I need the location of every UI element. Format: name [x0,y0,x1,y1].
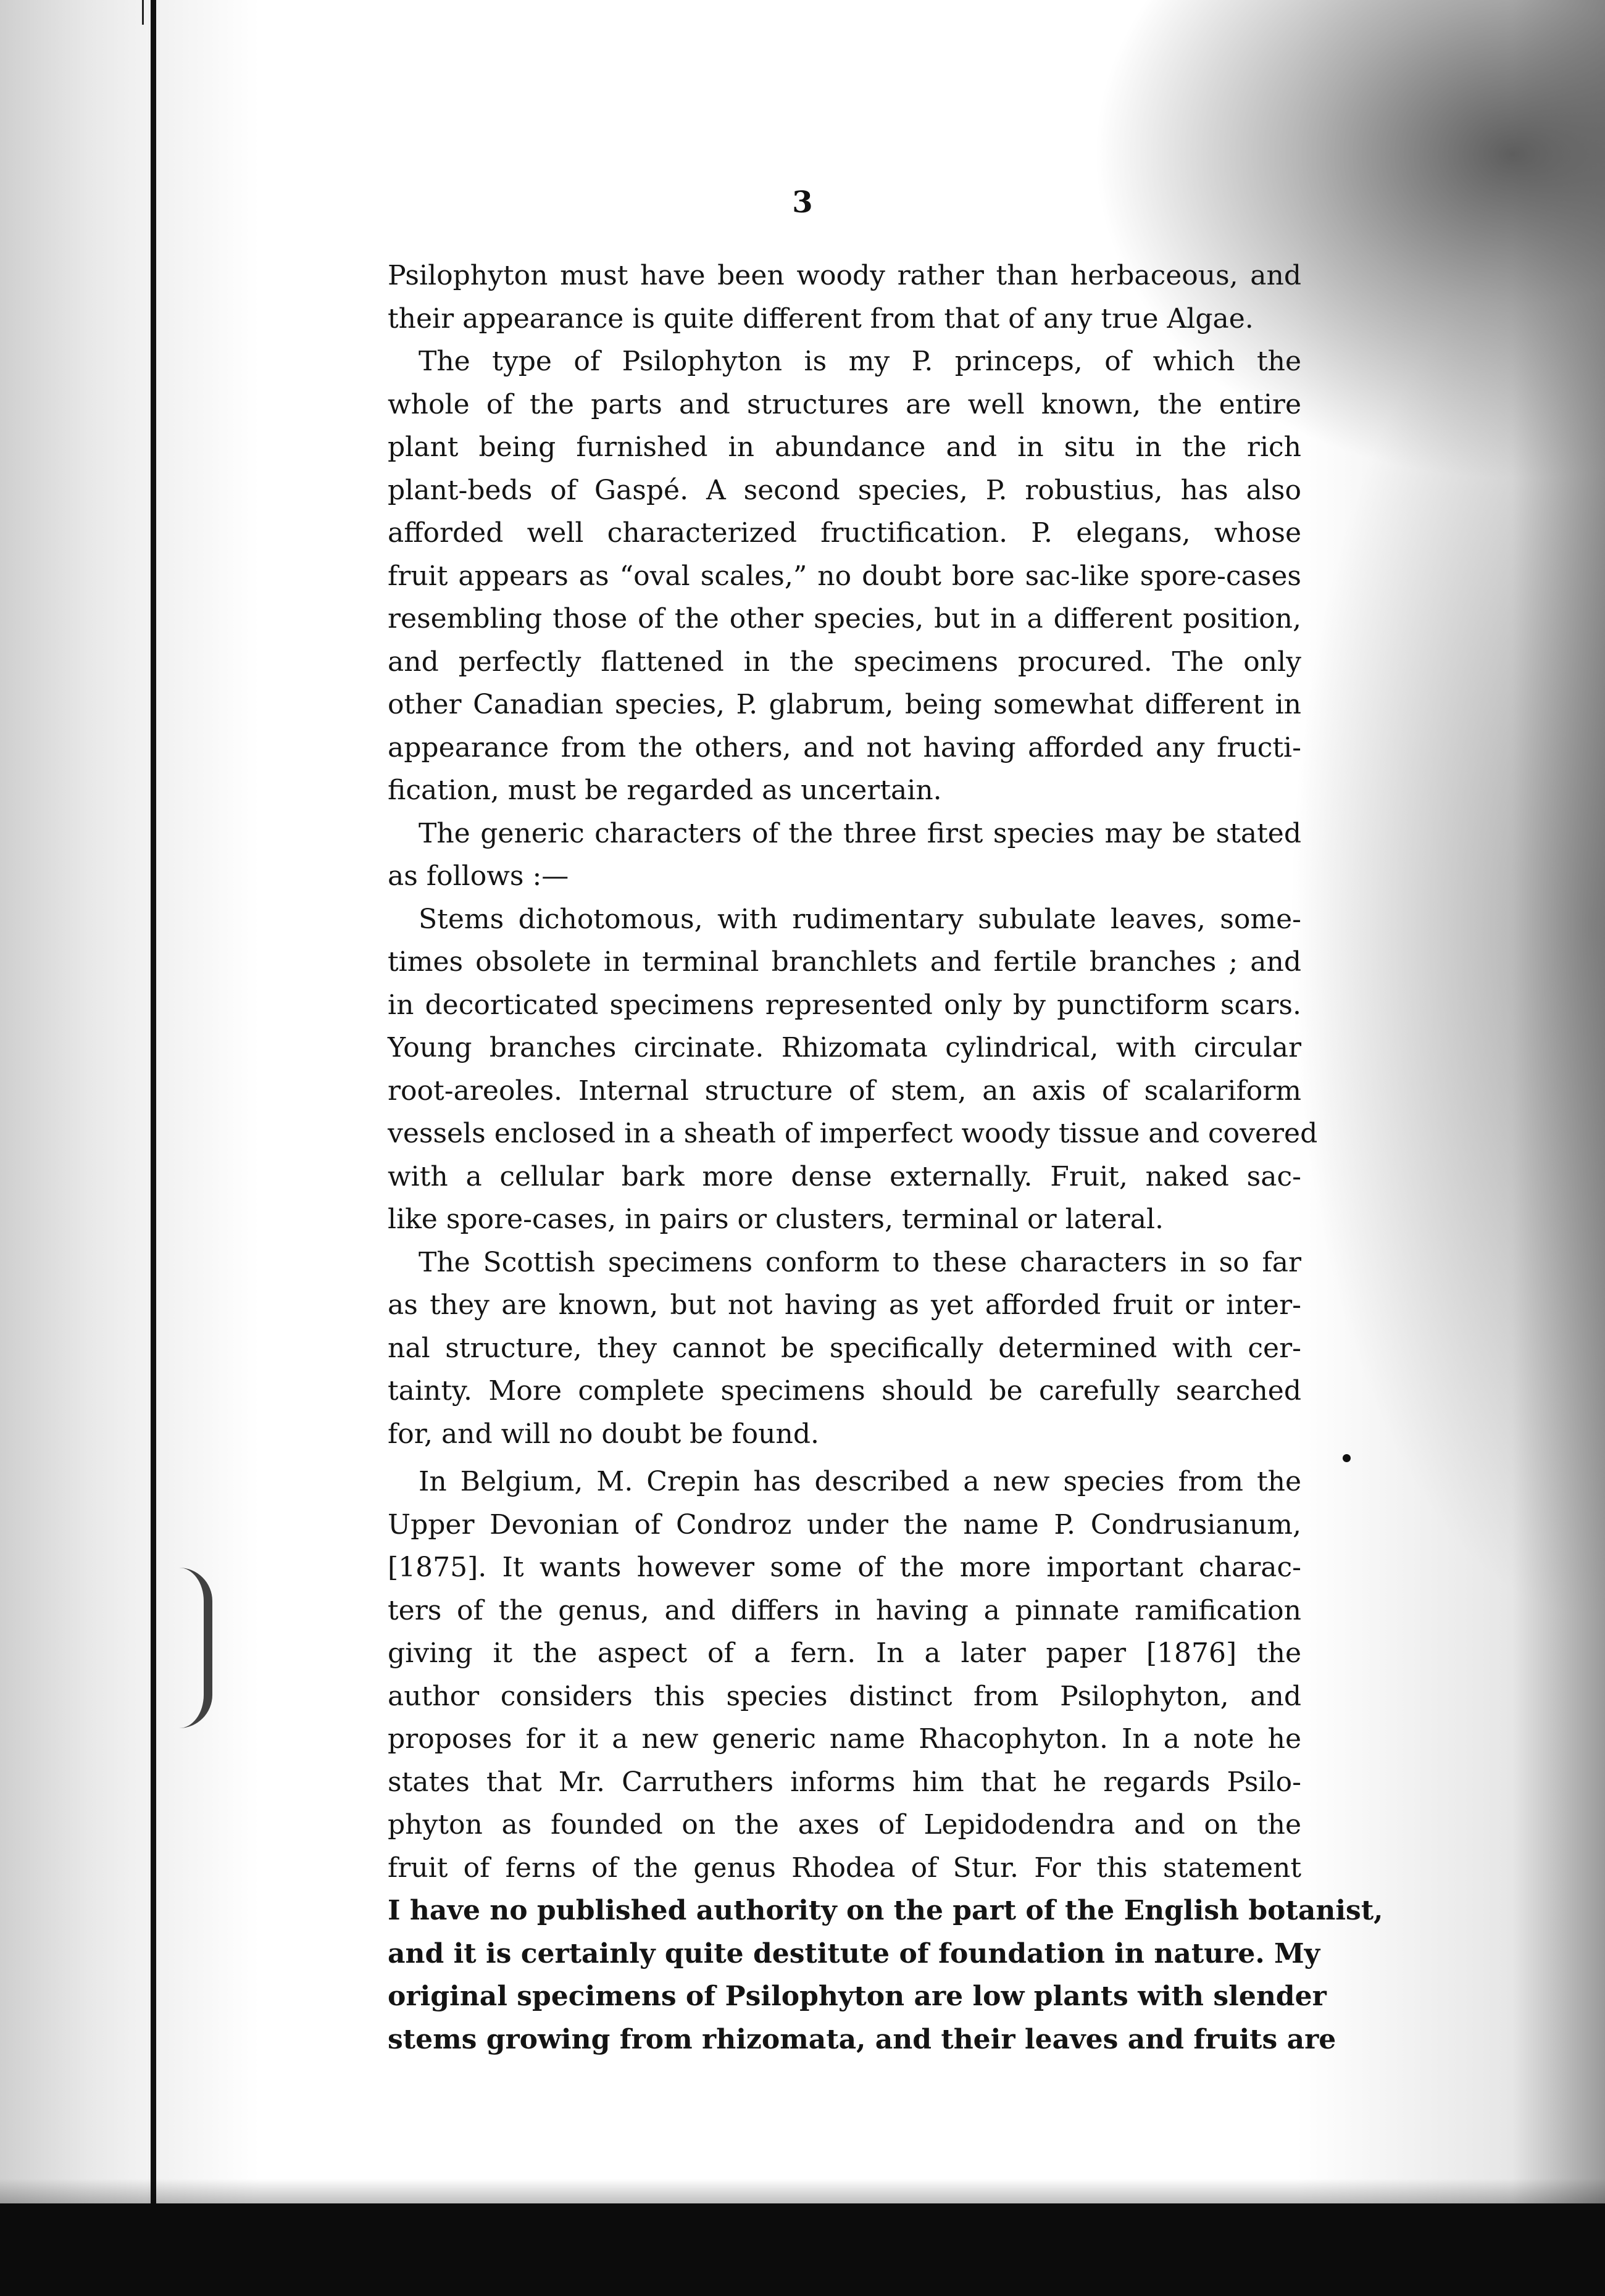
text-line: plant-beds of Gaspé. A second species, P. robustius, has also [388,474,1301,506]
page-number: 3 [792,185,813,220]
text-line: and perfectly flattened in the specimens procured. The only [388,646,1301,678]
text-line: author considers this species distinct from Psilophyton, and [388,1680,1301,1712]
bottom-shadow [0,2179,1605,2203]
text-line: fruit of ferns of the genus Rhodea of Stur. For this statement [388,1852,1301,1884]
text-line: their appearance is quite different from that of any true Algae. [388,302,1254,335]
text-line: appearance from the others, and not having afforded any fructi- [388,731,1301,763]
text-line: phyton as founded on the axes of Lepidodendra and on the [388,1809,1301,1841]
text-line: resembling those of the other species, but in a different position, [388,603,1301,634]
text-line: I have no published authority on the part of the English botanist, [388,1895,1383,1926]
text-line: as follows :— [388,860,569,892]
body-text [388,254,1383,2061]
text-line: giving it the aspect of a fern. In a later paper [1876] the [388,1637,1301,1669]
text-line: The type of Psilophyton is my P. princeps, of which the [419,346,1301,377]
text-line: states that Mr. Carruthers informs him that he regards Psilo- [388,1766,1301,1798]
text-line: as they are known, but not having as yet afforded fruit or inter- [388,1289,1301,1321]
text-line: ters of the genus, and differs in having a pinnate ramification [388,1594,1301,1626]
text-line: Upper Devonian of Condroz under the name P. Condrusianum, [388,1508,1301,1541]
scan-bottom-edge [0,2203,1605,2296]
text-line: for, and will no doubt be found. [388,1418,819,1450]
text-line: Psilophyton must have been woody rather than herbaceous, and [388,260,1301,291]
text-line: times obsolete in terminal branchlets and fertile branches ; and [388,946,1301,978]
text-line: proposes for it a new generic name Rhacophyton. In a note he [388,1723,1301,1755]
text-line: Young branches circinate. Rhizomata cylindrical, with circular [388,1032,1301,1063]
text-line: in decorticated specimens represented only by punctiform scars. [388,989,1301,1021]
text-line: stems growing from rhizomata, and their leaves and fruits are [388,2023,1336,2055]
text-line: plant being furnished in abundance and in situ in the rich [388,431,1301,463]
text-line: The generic characters of the three first species may be stated [419,817,1301,849]
text-line: original specimens of Psilophyton are low plants with slender [388,1981,1327,2012]
binding-edge [151,0,156,2210]
margin-bracket-mark [179,1568,212,1728]
margin-dot-mark [1343,1454,1351,1462]
text-line: nal structure, they cannot be specifically determined with cer- [388,1332,1301,1364]
text-line: Stems dichotomous, with rudimentary subulate leaves, some- [419,903,1301,935]
text-line: with a cellular bark more dense externally. Fruit, naked sac- [388,1160,1301,1192]
page-margin-strip [0,0,148,2210]
text-line: other Canadian species, P. glabrum, being somewhat different in [388,689,1301,720]
text-line: fruit appears as “oval scales,” no doubt bore sac-like spore-cases [388,560,1301,592]
text-line: vessels enclosed in a sheath of imperfect woody tissue and covered [388,1118,1318,1149]
text-line: and it is certainly quite destitute of foundation in nature. My [388,1937,1320,1969]
text-line: In Belgium, M. Crepin has described a new species from the [419,1466,1301,1497]
text-line: fication, must be regarded as uncertain. [388,775,942,806]
text-line: [1875]. It wants however some of the more important charac- [388,1552,1301,1583]
text-line: tainty. More complete specimens should be carefully searched [388,1375,1301,1407]
text-line: like spore-cases, in pairs or clusters, terminal or lateral. [388,1204,1164,1235]
text-line: The Scottish specimens conform to these characters in so far [419,1246,1301,1278]
binding-mark [142,0,144,25]
text-line: root-areoles. Internal structure of stem, an axis of scalariform [388,1075,1301,1107]
text-line: afforded well characterized fructification. P. elegans, whose [388,517,1301,549]
text-line: whole of the parts and structures are well known, the entire [388,388,1301,420]
